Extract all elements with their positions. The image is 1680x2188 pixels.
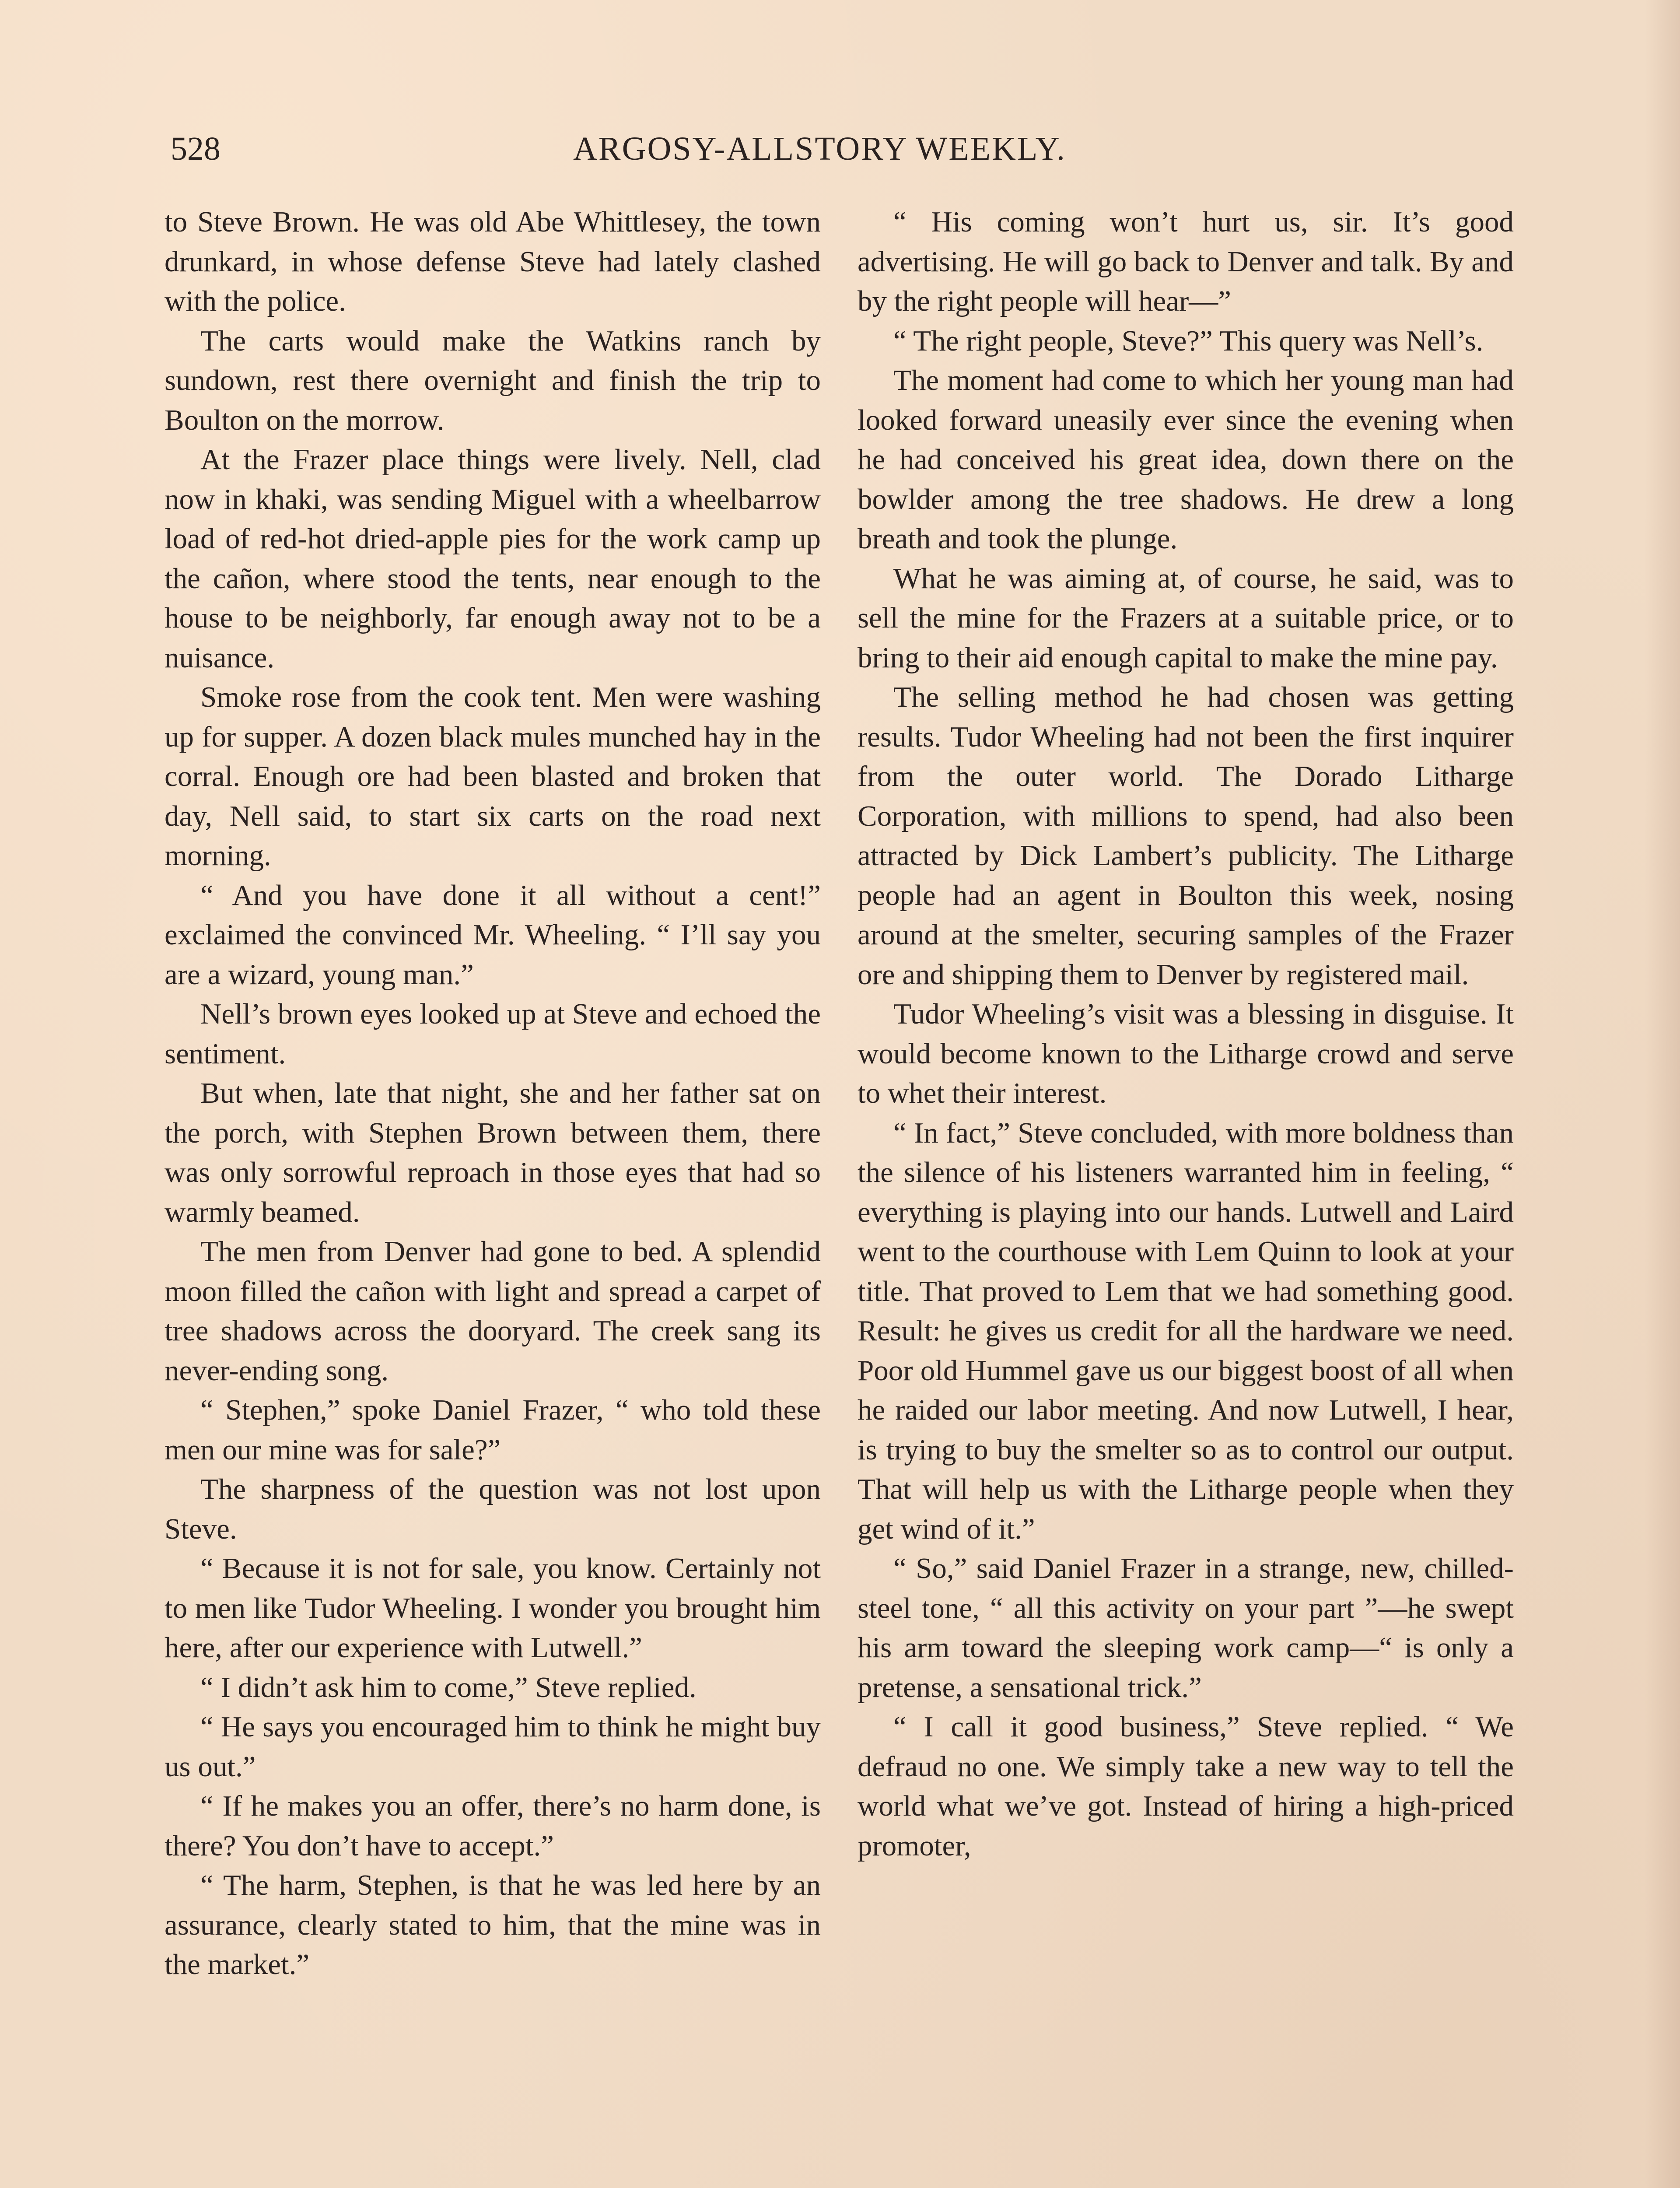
- paragraph: “ Stephen,” spoke Daniel Frazer, “ who told these men our mine was for sale?”: [164, 1394, 821, 1466]
- paragraph: The moment had come to which her young man had looked forward uneasily ever since the evening when he had conceived his great idea, down there on the bowlder among the tree shadows. He drew a long breath and took the plunge.: [858, 364, 1514, 555]
- left-column: [164, 202, 821, 1985]
- paragraph: Tudor Wheeling’s visit was a blessing in disguise. It would become known to the Litharge crowd and serve to whet their interest.: [858, 998, 1514, 1109]
- paragraph: What he was aiming at, of course, he said, was to sell the mine for the Frazers at a suitable price, or to bring to their aid enough capital to make the mine pay.: [858, 562, 1514, 674]
- paragraph: But when, late that night, she and her father sat on the porch, with Stephen Brown between them, there was only sorrowful reproach in those eyes that had so warmly beamed.: [164, 1077, 821, 1228]
- paragraph: “ So,” said Daniel Frazer in a strange, new, chilled-steel tone, “ all this activity on your part ”—he swept his arm toward the sleeping work camp—“ is only a pretense, a sensational trick.”: [858, 1552, 1514, 1704]
- paragraph: The carts would make the Watkins ranch by sundown, rest there overnight and finish the trip to Boulton on the morrow.: [164, 324, 821, 436]
- paragraph: “ His coming won’t hurt us, sir. It’s good advertising. He will go back to Denver and talk. By and by the right people will hear—”: [858, 206, 1514, 317]
- page-edge-shadow: [1645, 0, 1680, 2188]
- paragraph: “ In fact,” Steve concluded, with more boldness than the silence of his listeners warranted him in feeling, “ everything is playing into our hands. Lutwell and Laird went to the courthouse with Lem Quinn to look at your title. That proved to Lem that we had something good. Result: he gives us credit for all the hardware we need. Poor old Hummel gave us our biggest boost of all when he raided our labor meeting. And now Lutwell, I hear, is trying to buy the smelter so as to control our output. That will help us with the Litharge people when they get wind of it.”: [858, 1116, 1514, 1545]
- paragraph: “ He says you encouraged him to think he might buy us out.”: [164, 1711, 821, 1783]
- paragraph: “ I call it good business,” Steve replied. “ We defraud no one. We simply take a new way to tell the world what we’ve got. Instead of hiring a high-priced promoter,: [858, 1711, 1514, 1862]
- paragraph: The men from Denver had gone to bed. A splendid moon filled the cañon with light and spread a carpet of tree shadows across the dooryard. The creek sang its never-ending song.: [164, 1235, 821, 1387]
- paragraph: At the Frazer place things were lively. Nell, clad now in khaki, was sending Miguel with a wheelbarrow load of red-hot dried-apple pies for the work camp up the cañon, where stood the tents, near enough to the house to be neighborly, far enough away not to be a nuisance.: [164, 443, 821, 674]
- paragraph: “ The harm, Stephen, is that he was led here by an assurance, clearly stated to him, that the mine was in the market.”: [164, 1869, 821, 1981]
- paragraph: to Steve Brown. He was old Abe Whittlesey, the town drunkard, in whose defense Steve had lately clashed with the police.: [164, 206, 821, 317]
- paragraph: “ And you have done it all without a cent!” exclaimed the convinced Mr. Wheeling. “ I’ll say you are a wizard, young man.”: [164, 879, 821, 991]
- paragraph: The selling method he had chosen was getting results. Tudor Wheeling had not been the first inquirer from the outer world. The Dorado Litharge Corporation, with millions to spend, had also been attracted by Dick Lambert’s publicity. The Litharge people had an agent in Boulton this week, nosing around at the smelter, securing samples of the Frazer ore and shipping them to Denver by registered mail.: [858, 681, 1514, 991]
- paragraph: “ If he makes you an offer, there’s no harm done, is there? You don’t have to accept.”: [164, 1790, 821, 1862]
- paragraph: “ Because it is not for sale, you know. Certainly not to men like Tudor Wheeling. I wonder you brought him here, after our experience with Lutwell.”: [164, 1552, 821, 1664]
- paragraph: “ The right people, Steve?” This query was Nell’s.: [893, 324, 1484, 357]
- right-column: [858, 202, 1514, 1865]
- paragraph: Nell’s brown eyes looked up at Steve and echoed the sentiment.: [164, 998, 821, 1070]
- magazine-title: ARGOSY-ALLSTORY WEEKLY.: [573, 130, 1066, 167]
- paragraph: “ I didn’t ask him to come,” Steve replied.: [200, 1671, 696, 1704]
- paragraph: The sharpness of the question was not lost upon Steve.: [164, 1473, 821, 1545]
- paragraph: Smoke rose from the cook tent. Men were washing up for supper. A dozen black mules munched hay in the corral. Enough ore had been blasted and broken that day, Nell said, to start six carts on the road next morning.: [164, 681, 821, 872]
- page-number: 528: [171, 130, 220, 167]
- running-head: [171, 127, 1514, 175]
